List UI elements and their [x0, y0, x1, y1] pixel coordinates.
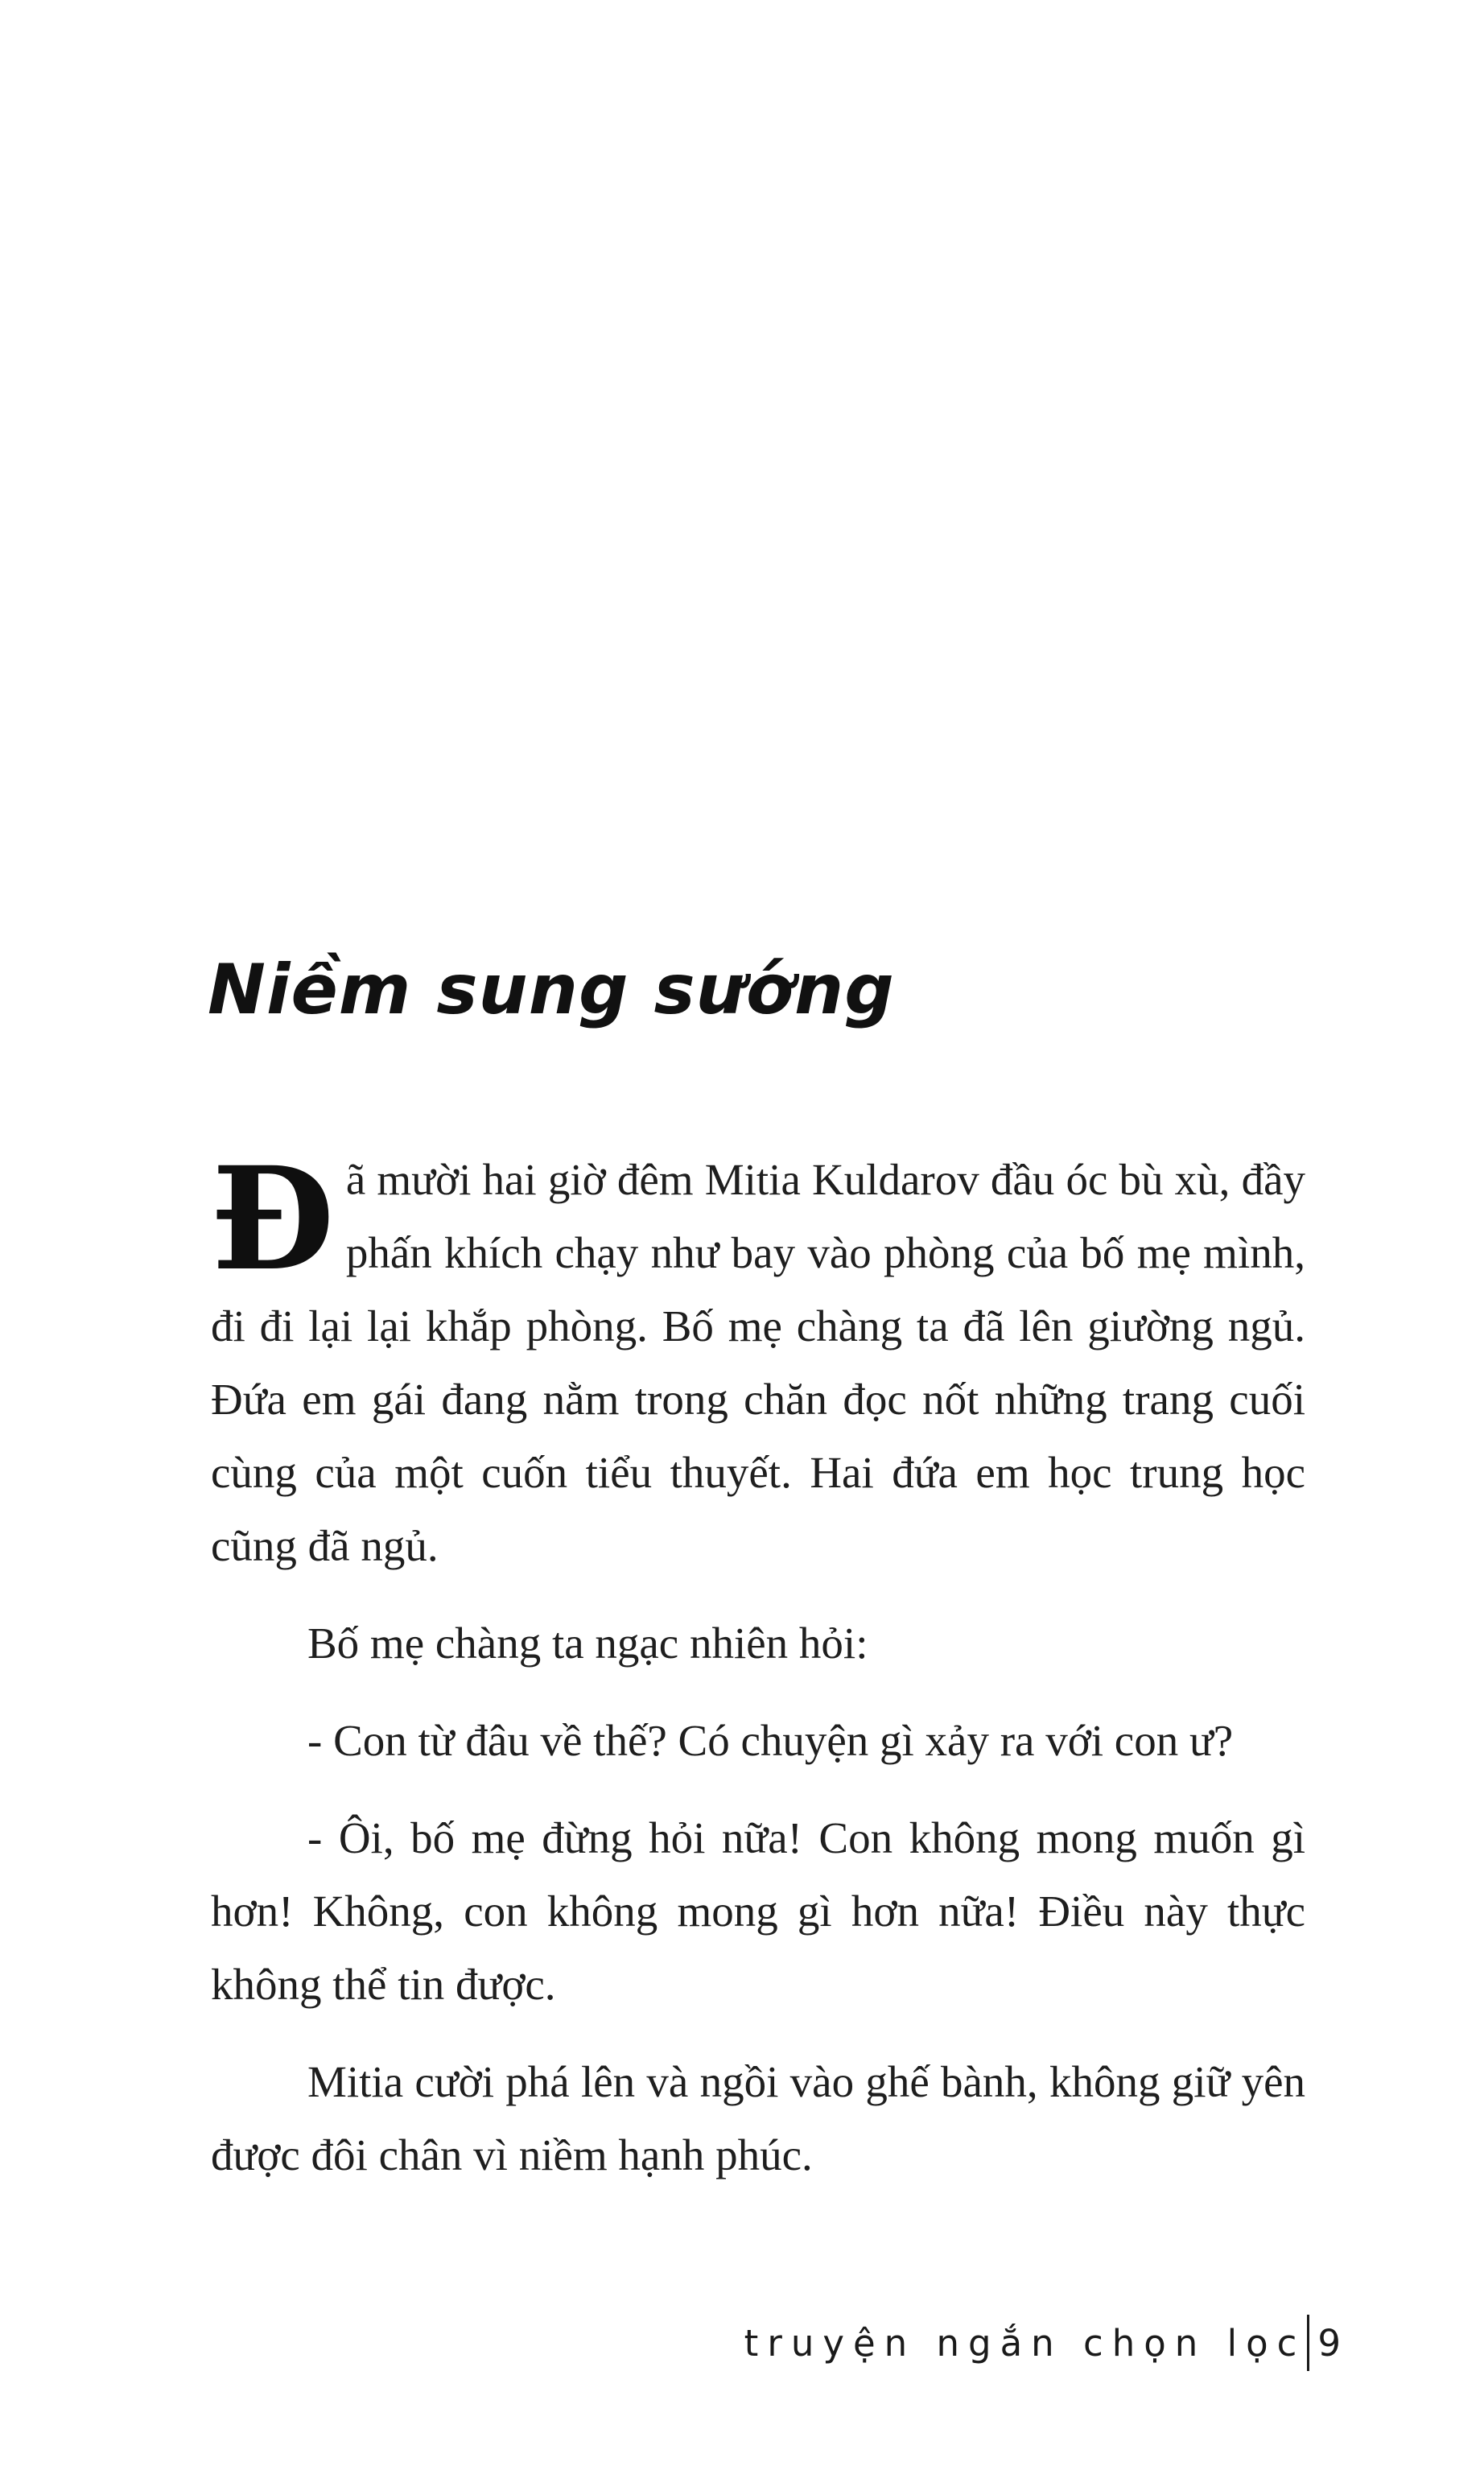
chapter-title: Niềm sung sướng — [208, 950, 895, 1030]
paragraph-opening — [211, 1136, 1305, 1582]
story-text — [211, 1136, 1305, 2192]
drop-cap: Đ — [211, 1136, 335, 1302]
paragraph: - Con từ đâu về thế? Có chuyện gì xảy ra với con ư? — [307, 1716, 1234, 1765]
paragraph: Mitia cười phá lên và ngồi vào ghế bành, không giữ yên được đôi chân vì niềm hạnh phúc. — [211, 2057, 1305, 2179]
running-footer-title: truyện ngắn chọn lọc — [744, 2321, 1306, 2365]
paragraph: Bố mẹ chàng ta ngạc nhiên hỏi: — [307, 1619, 868, 1668]
opening-paragraph-text: ã mười hai giờ đêm Mitia Kuldarov đầu óc bù xù, đầy phấn khích chạy như bay vào phòng của bố mẹ mình, đi đi lại lại khắp phòng. Bố mẹ chàng ta đã lên giường ngủ. Đứa em gái đang nằm trong chăn đọc nốt những trang cuối cùng của một cuốn tiểu thuyết. Hai đứa em học trung học cũng đã ngủ. — [211, 1155, 1305, 1570]
paragraph: - Ôi, bố mẹ đừng hỏi nữa! Con không mong muốn gì hơn! Không, con không mong gì hơn nữa! Điều này thực không thể tin được. — [211, 1813, 1305, 2009]
page-number: 9 — [1317, 2321, 1341, 2365]
footer-divider — [1307, 2315, 1309, 2371]
page-footer — [744, 2315, 1341, 2371]
